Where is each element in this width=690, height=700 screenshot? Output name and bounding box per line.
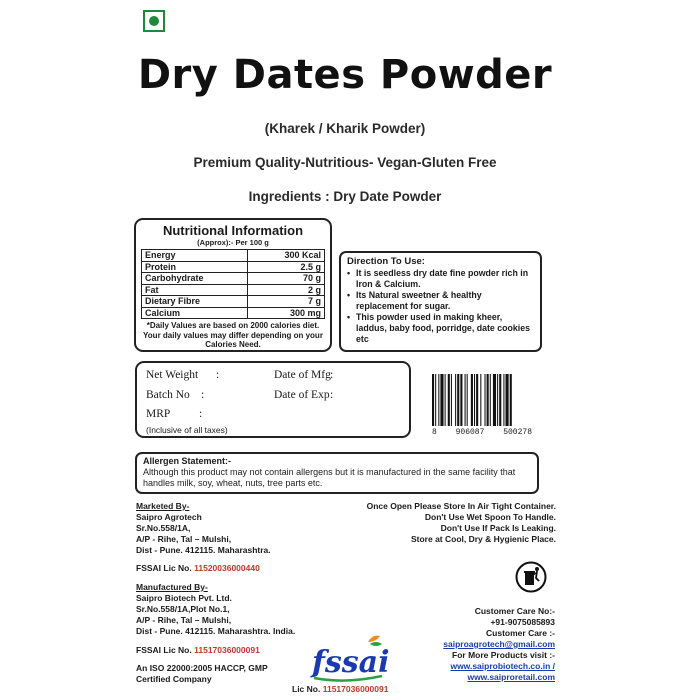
fssai-number: 11520036000440 xyxy=(194,563,260,573)
website-link-1[interactable]: www.saiprobiotech.co.in / xyxy=(450,661,555,671)
website-link-2[interactable]: www.saiproretail.com xyxy=(467,672,555,682)
barcode-bar xyxy=(510,374,512,426)
dustbin-icon xyxy=(515,561,547,593)
nutrition-subtitle: (Approx):- Per 100 g xyxy=(197,238,269,247)
barcode-bar xyxy=(467,374,468,426)
nutrient-name: Carbohydrate xyxy=(142,273,248,285)
care-heading: Customer Care No:- xyxy=(474,606,555,616)
table-row xyxy=(142,296,325,308)
customer-care xyxy=(380,606,555,683)
barcode-bar xyxy=(499,374,501,426)
table-row xyxy=(142,307,325,319)
nutrient-value: 70 g xyxy=(248,273,325,285)
barcode-bar xyxy=(432,374,434,426)
nutrient-name: Fat xyxy=(142,284,248,296)
barcode-digits xyxy=(432,428,532,437)
barcode-bar xyxy=(493,374,496,426)
storage-instructions xyxy=(360,501,556,545)
product-subtitle: (Kharek / Kharik Powder) xyxy=(264,121,426,136)
mrp-label: MRP xyxy=(146,408,171,420)
date-mfg-label: Date of Mfg xyxy=(274,369,331,381)
product-tagline: Premium Quality-Nutritious- Vegan-Gluten Free xyxy=(193,155,497,170)
barcode-bar xyxy=(455,374,456,426)
barcode-bar xyxy=(476,374,478,426)
nutrient-value: 300 mg xyxy=(248,307,325,319)
barcode-bar xyxy=(471,374,473,426)
storage-line: Once Open Please Store In Air Tight Container. xyxy=(366,501,556,511)
barcode-digit-group: 906087 xyxy=(455,428,485,437)
table-row xyxy=(142,250,325,262)
care-more: For More Products visit :- xyxy=(452,650,555,660)
manufactured-line: Sr.No.558/1A,Plot No.1, xyxy=(136,604,230,614)
date-mfg-colon: : xyxy=(330,369,334,381)
batch-no-colon: : xyxy=(201,389,205,401)
barcode-bar xyxy=(460,374,462,426)
marketed-line: Saipro Agrotech xyxy=(136,512,202,522)
barcode-bar xyxy=(451,374,452,426)
barcode-bar xyxy=(457,374,459,426)
barcode-bar xyxy=(474,374,475,426)
storage-line: Store at Cool, Dry & Hygienic Place. xyxy=(410,534,556,544)
marketed-line: A/P - Rihe, Tal – Mulshi, xyxy=(136,534,232,544)
date-exp-label: Date of Exp xyxy=(274,389,330,401)
nutrition-panel xyxy=(134,218,332,352)
barcode-bar xyxy=(487,374,489,426)
fssai-label: FSSAI Lic No. xyxy=(136,563,192,573)
barcode-bar xyxy=(435,374,436,426)
directions-title: Direction To Use: xyxy=(347,256,425,267)
allergen-panel xyxy=(135,452,539,494)
barcode-bar xyxy=(506,374,509,426)
manufactured-line: Dist - Pune. 412115. Maharashtra. India. xyxy=(136,626,296,636)
table-row xyxy=(142,273,325,285)
directions-list xyxy=(347,268,534,345)
allergen-text: Although this product may not contain allergens but it is manufactured in the same facility that handles milk, soy, wheat, nuts, tree parts etc. xyxy=(143,467,516,488)
nutrient-name: Protein xyxy=(142,261,248,273)
barcode xyxy=(432,374,532,426)
care-email-heading: Customer Care :- xyxy=(486,628,555,638)
manufactured-line: Saipro Biotech Pvt. Ltd. xyxy=(136,593,232,603)
net-weight-label: Net Weight xyxy=(146,369,199,381)
barcode-bar xyxy=(445,374,446,426)
directions-panel xyxy=(339,251,542,352)
nutrient-name: Energy xyxy=(142,250,248,262)
nutrient-value: 2.5 g xyxy=(248,261,325,273)
table-row xyxy=(142,284,325,296)
fssai-logo-license xyxy=(292,684,388,694)
allergen-title: Allergen Statement:- xyxy=(143,456,232,466)
fssai-number: 11517036000091 xyxy=(194,645,260,655)
manufactured-heading: Manufactured By- xyxy=(136,582,208,592)
marketed-line: Sr.No.558/1A, xyxy=(136,523,191,533)
batch-no-label: Batch No xyxy=(146,389,190,401)
fssai-logo-text: fssai xyxy=(312,645,390,680)
marketed-line: Dist - Pune. 412115. Maharashtra. xyxy=(136,545,271,555)
fssai-logo-lic-label: Lic No. xyxy=(292,684,321,694)
list-item: • It is seedless dry date fine powder rich in Iron & Calcium. xyxy=(347,268,534,290)
barcode-bar xyxy=(440,374,443,426)
nutrient-name: Calcium xyxy=(142,307,248,319)
marketed-by xyxy=(136,501,356,556)
list-item: • Its Natural sweetner & healthy replacement for sugar. xyxy=(347,290,534,312)
nutrient-value: 7 g xyxy=(248,296,325,308)
tax-note: (Inclusive of all taxes) xyxy=(146,425,228,435)
nutrient-value: 2 g xyxy=(248,284,325,296)
product-title: Dry Dates Powder xyxy=(137,52,553,98)
batch-details-panel xyxy=(135,361,411,438)
date-exp-colon: : xyxy=(330,389,334,401)
ingredients-line: Ingredients : Dry Date Powder xyxy=(248,189,442,204)
barcode-bar xyxy=(480,374,481,426)
nutrition-table xyxy=(141,249,325,319)
barcode-bar xyxy=(465,374,466,426)
marketed-heading: Marketed By- xyxy=(136,501,190,511)
iso-certification: An ISO 22000:2005 HACCP, GMP Certified Company xyxy=(136,663,268,684)
barcode-bar xyxy=(485,374,486,426)
nutrition-title: Nutritional Information xyxy=(162,223,304,238)
barcode-bar xyxy=(503,374,504,426)
storage-line: Don't Use If Pack Is Leaking. xyxy=(440,523,556,533)
nutrient-name: Dietary Fibre xyxy=(142,296,248,308)
list-item: • This powder used in making kheer, laddus, baby food, porridge, date cookies etc xyxy=(347,312,534,345)
marketed-fssai xyxy=(136,563,260,574)
fssai-logo-lic-number: 11517036000091 xyxy=(322,684,389,694)
barcode-bar xyxy=(497,374,498,426)
care-phone: +91-9075085893 xyxy=(490,617,555,627)
storage-line: Don't Use Wet Spoon To Handle. xyxy=(424,512,556,522)
nutrition-note: *Daily Values are based on 2000 calories diet. Your daily values may differ depending on your Calories Need. xyxy=(143,321,323,349)
manufactured-fssai xyxy=(136,645,260,656)
table-row xyxy=(142,261,325,273)
barcode-digit-group: 500278 xyxy=(503,428,532,437)
mrp-colon: : xyxy=(199,408,203,420)
nutrient-value: 300 Kcal xyxy=(248,250,325,262)
veg-mark-icon xyxy=(143,10,165,32)
barcode-bar xyxy=(448,374,450,426)
barcode-bar xyxy=(438,374,439,426)
care-email-link[interactable]: saiproagrotech@gmail.com xyxy=(443,639,555,649)
barcode-digit-group: 8 xyxy=(432,428,437,437)
net-weight-colon: : xyxy=(216,369,220,381)
manufactured-line: A/P - Rihe, Tal – Mulshi, xyxy=(136,615,232,625)
fssai-label: FSSAI Lic No. xyxy=(136,645,192,655)
manufactured-by xyxy=(136,582,366,637)
fssai-logo xyxy=(306,632,390,684)
barcode-bar xyxy=(490,374,491,426)
